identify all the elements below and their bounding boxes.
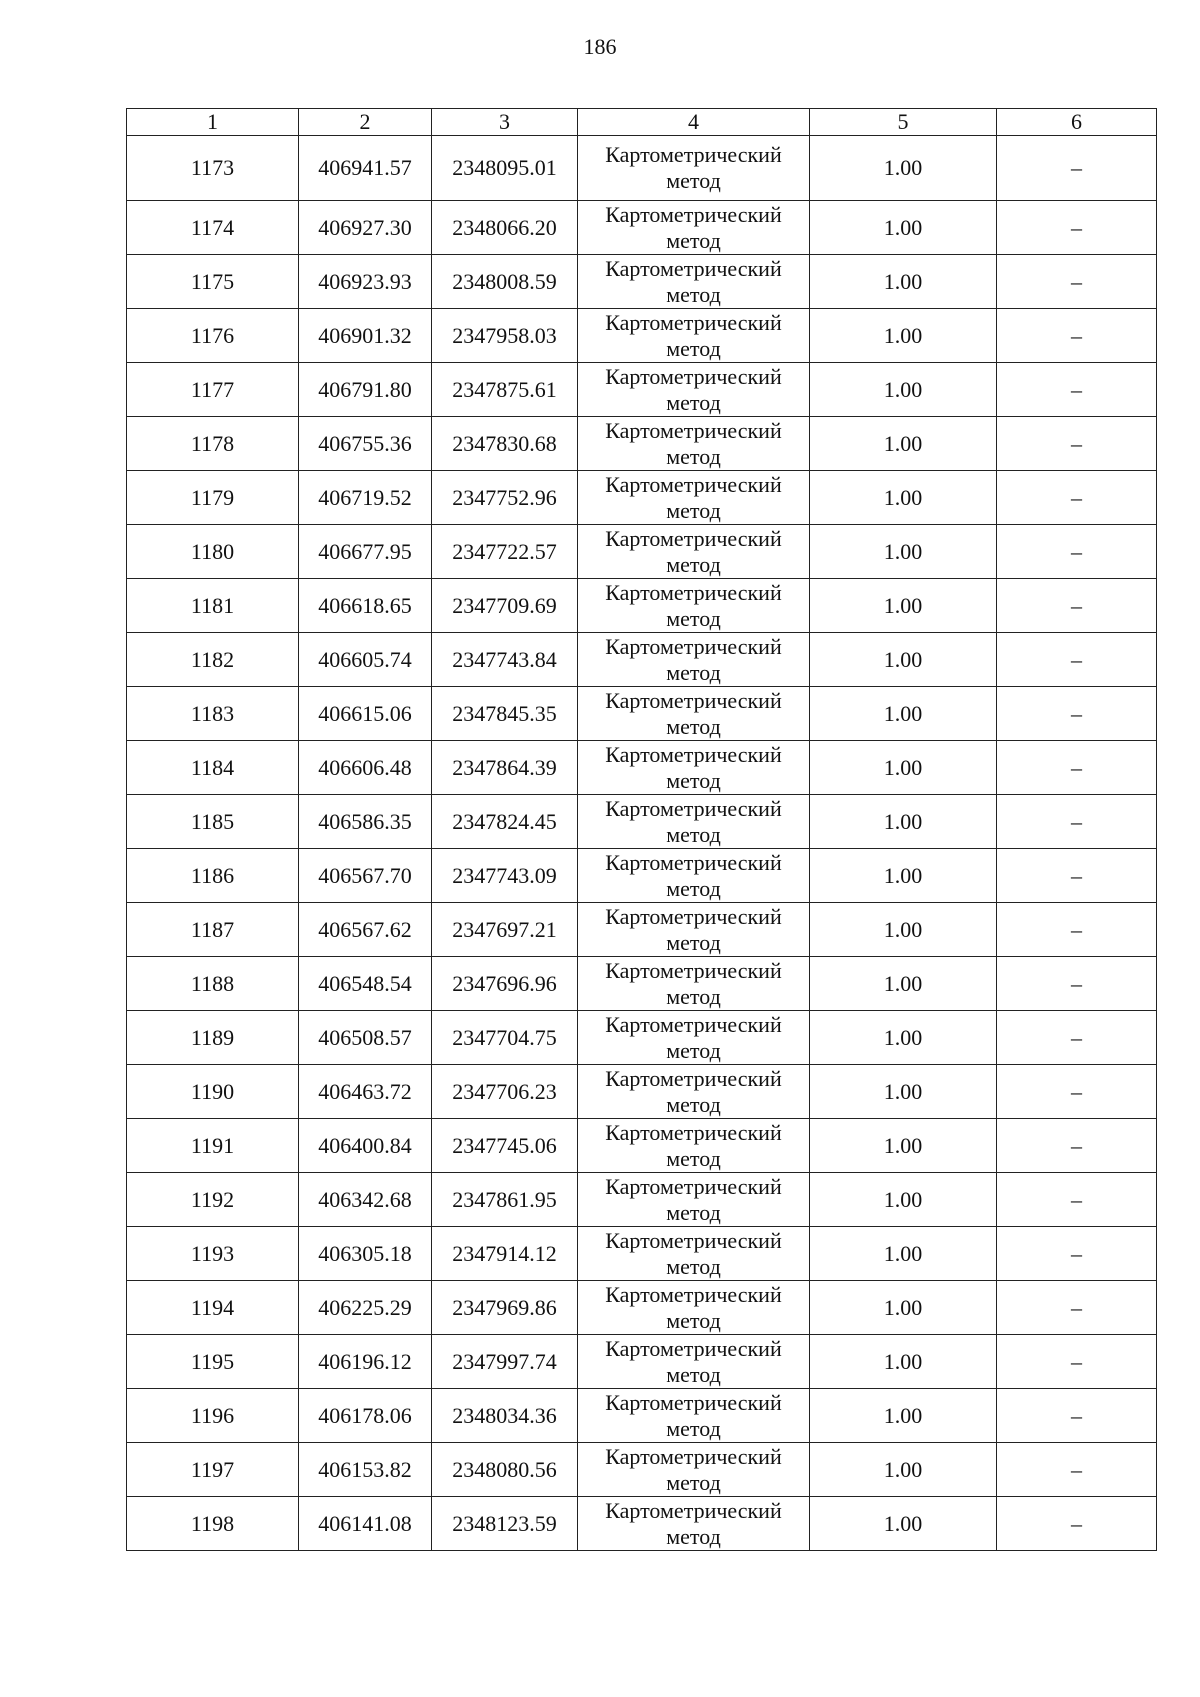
- y-coordinate-cell: 2347722.57: [432, 525, 578, 579]
- x-coordinate-cell: 406508.57: [299, 1011, 432, 1065]
- method-cell: [578, 1443, 810, 1497]
- point-number-cell: 1177: [127, 363, 299, 417]
- point-number-cell: 1196: [127, 1389, 299, 1443]
- point-number-cell: 1183: [127, 687, 299, 741]
- x-coordinate-cell: 406941.57: [299, 136, 432, 201]
- column-header: 6: [997, 109, 1157, 136]
- method-text: Картометрический метод: [605, 201, 782, 253]
- note-cell: –: [997, 255, 1157, 309]
- note-cell: –: [997, 136, 1157, 201]
- note-cell: –: [997, 1443, 1157, 1497]
- column-header: 1: [127, 109, 299, 136]
- x-coordinate-cell: 406901.32: [299, 309, 432, 363]
- method-cell: [578, 849, 810, 903]
- method-cell: [578, 1281, 810, 1335]
- method-text: Картометрический метод: [605, 142, 782, 193]
- y-coordinate-cell: 2347706.23: [432, 1065, 578, 1119]
- table-row: [127, 309, 1157, 363]
- point-number-cell: 1195: [127, 1335, 299, 1389]
- method-cell: [578, 1011, 810, 1065]
- x-coordinate-cell: 406196.12: [299, 1335, 432, 1389]
- x-coordinate-cell: 406567.62: [299, 903, 432, 957]
- accuracy-cell: 1.00: [810, 687, 997, 741]
- y-coordinate-cell: 2347875.61: [432, 363, 578, 417]
- x-coordinate-cell: 406153.82: [299, 1443, 432, 1497]
- point-number-cell: 1175: [127, 255, 299, 309]
- accuracy-cell: 1.00: [810, 363, 997, 417]
- y-coordinate-cell: 2347824.45: [432, 795, 578, 849]
- accuracy-cell: 1.00: [810, 1173, 997, 1227]
- accuracy-cell: 1.00: [810, 1281, 997, 1335]
- accuracy-cell: 1.00: [810, 1443, 997, 1497]
- y-coordinate-cell: 2347704.75: [432, 1011, 578, 1065]
- table-row: [127, 1497, 1157, 1551]
- point-number-cell: 1187: [127, 903, 299, 957]
- note-cell: –: [997, 633, 1157, 687]
- note-cell: –: [997, 1227, 1157, 1281]
- method-cell: [578, 795, 810, 849]
- method-text: Картометрический метод: [605, 1173, 782, 1225]
- note-cell: –: [997, 579, 1157, 633]
- accuracy-cell: 1.00: [810, 957, 997, 1011]
- table-row: [127, 363, 1157, 417]
- x-coordinate-cell: 406586.35: [299, 795, 432, 849]
- point-number-cell: 1193: [127, 1227, 299, 1281]
- y-coordinate-cell: 2347709.69: [432, 579, 578, 633]
- method-cell: [578, 136, 810, 201]
- point-number-cell: 1181: [127, 579, 299, 633]
- method-text: Картометрический метод: [605, 633, 782, 685]
- point-number-cell: 1173: [127, 136, 299, 201]
- note-cell: –: [997, 525, 1157, 579]
- method-text: Картометрический метод: [605, 1281, 782, 1333]
- note-cell: –: [997, 201, 1157, 255]
- accuracy-cell: 1.00: [810, 1011, 997, 1065]
- accuracy-cell: 1.00: [810, 849, 997, 903]
- method-cell: [578, 201, 810, 255]
- y-coordinate-cell: 2347969.86: [432, 1281, 578, 1335]
- point-number-cell: 1194: [127, 1281, 299, 1335]
- point-number-cell: 1178: [127, 417, 299, 471]
- x-coordinate-cell: 406342.68: [299, 1173, 432, 1227]
- note-cell: –: [997, 1173, 1157, 1227]
- note-cell: –: [997, 1011, 1157, 1065]
- note-cell: –: [997, 1497, 1157, 1551]
- table-row: [127, 136, 1157, 201]
- table-row: [127, 417, 1157, 471]
- accuracy-cell: 1.00: [810, 471, 997, 525]
- accuracy-cell: 1.00: [810, 795, 997, 849]
- table-row: [127, 741, 1157, 795]
- table-row: [127, 849, 1157, 903]
- y-coordinate-cell: 2347864.39: [432, 741, 578, 795]
- note-cell: –: [997, 363, 1157, 417]
- method-text: Картометрический метод: [605, 795, 782, 847]
- note-cell: –: [997, 957, 1157, 1011]
- x-coordinate-cell: 406463.72: [299, 1065, 432, 1119]
- method-text: Картометрический метод: [605, 417, 782, 469]
- accuracy-cell: 1.00: [810, 903, 997, 957]
- method-text: Картометрический метод: [605, 309, 782, 361]
- method-cell: [578, 903, 810, 957]
- accuracy-cell: 1.00: [810, 525, 997, 579]
- method-cell: [578, 1335, 810, 1389]
- y-coordinate-cell: 2347914.12: [432, 1227, 578, 1281]
- method-cell: [578, 1227, 810, 1281]
- method-cell: [578, 579, 810, 633]
- method-cell: [578, 741, 810, 795]
- accuracy-cell: 1.00: [810, 201, 997, 255]
- method-cell: [578, 309, 810, 363]
- method-cell: [578, 525, 810, 579]
- table-row: [127, 957, 1157, 1011]
- x-coordinate-cell: 406618.65: [299, 579, 432, 633]
- y-coordinate-cell: 2348095.01: [432, 136, 578, 201]
- method-cell: [578, 957, 810, 1011]
- x-coordinate-cell: 406791.80: [299, 363, 432, 417]
- table-row: [127, 903, 1157, 957]
- x-coordinate-cell: 406400.84: [299, 1119, 432, 1173]
- point-number-cell: 1184: [127, 741, 299, 795]
- y-coordinate-cell: 2347743.84: [432, 633, 578, 687]
- table-row: [127, 1065, 1157, 1119]
- method-cell: [578, 1497, 810, 1551]
- accuracy-cell: 1.00: [810, 1227, 997, 1281]
- note-cell: –: [997, 1065, 1157, 1119]
- accuracy-cell: 1.00: [810, 1497, 997, 1551]
- accuracy-cell: 1.00: [810, 741, 997, 795]
- method-text: Картометрический метод: [605, 741, 782, 793]
- coordinates-table: [126, 108, 1157, 1551]
- table-row: [127, 579, 1157, 633]
- method-cell: [578, 687, 810, 741]
- method-text: Картометрический метод: [605, 687, 782, 739]
- column-header: 5: [810, 109, 997, 136]
- page-number: 186: [583, 34, 617, 59]
- method-text: Картометрический метод: [605, 849, 782, 901]
- method-text: Картометрический метод: [605, 1443, 782, 1495]
- note-cell: –: [997, 417, 1157, 471]
- table-row: [127, 1011, 1157, 1065]
- note-cell: –: [997, 1335, 1157, 1389]
- y-coordinate-cell: 2347997.74: [432, 1335, 578, 1389]
- table-header-row: [127, 109, 1157, 136]
- y-coordinate-cell: 2347861.95: [432, 1173, 578, 1227]
- note-cell: –: [997, 309, 1157, 363]
- accuracy-cell: 1.00: [810, 1065, 997, 1119]
- method-cell: [578, 417, 810, 471]
- accuracy-cell: 1.00: [810, 417, 997, 471]
- x-coordinate-cell: 406225.29: [299, 1281, 432, 1335]
- y-coordinate-cell: 2348034.36: [432, 1389, 578, 1443]
- table-row: [127, 633, 1157, 687]
- method-cell: [578, 633, 810, 687]
- method-cell: [578, 1065, 810, 1119]
- x-coordinate-cell: 406548.54: [299, 957, 432, 1011]
- accuracy-cell: 1.00: [810, 633, 997, 687]
- note-cell: –: [997, 471, 1157, 525]
- table-row: [127, 1443, 1157, 1497]
- method-text: Картометрический метод: [605, 1335, 782, 1387]
- table-row: [127, 201, 1157, 255]
- table-row: [127, 1389, 1157, 1443]
- table-body: [127, 136, 1157, 1551]
- x-coordinate-cell: 406615.06: [299, 687, 432, 741]
- accuracy-cell: 1.00: [810, 255, 997, 309]
- y-coordinate-cell: 2348008.59: [432, 255, 578, 309]
- method-text: Картометрический метод: [605, 579, 782, 631]
- method-cell: [578, 363, 810, 417]
- accuracy-cell: 1.00: [810, 309, 997, 363]
- table-row: [127, 1227, 1157, 1281]
- y-coordinate-cell: 2348080.56: [432, 1443, 578, 1497]
- method-cell: [578, 1119, 810, 1173]
- table-row: [127, 471, 1157, 525]
- y-coordinate-cell: 2347743.09: [432, 849, 578, 903]
- method-text: Картометрический метод: [605, 1227, 782, 1279]
- accuracy-cell: 1.00: [810, 579, 997, 633]
- column-header: 3: [432, 109, 578, 136]
- table-row: [127, 687, 1157, 741]
- accuracy-cell: 1.00: [810, 1335, 997, 1389]
- x-coordinate-cell: 406605.74: [299, 633, 432, 687]
- table-row: [127, 1119, 1157, 1173]
- column-header: 4: [578, 109, 810, 136]
- x-coordinate-cell: 406141.08: [299, 1497, 432, 1551]
- y-coordinate-cell: 2347958.03: [432, 309, 578, 363]
- method-text: Картометрический метод: [605, 525, 782, 577]
- x-coordinate-cell: 406305.18: [299, 1227, 432, 1281]
- x-coordinate-cell: 406923.93: [299, 255, 432, 309]
- y-coordinate-cell: 2348066.20: [432, 201, 578, 255]
- table-row: [127, 525, 1157, 579]
- method-cell: [578, 255, 810, 309]
- method-text: Картометрический метод: [605, 1119, 782, 1171]
- method-text: Картометрический метод: [605, 1389, 782, 1441]
- table-row: [127, 1281, 1157, 1335]
- x-coordinate-cell: 406606.48: [299, 741, 432, 795]
- note-cell: –: [997, 1281, 1157, 1335]
- y-coordinate-cell: 2347752.96: [432, 471, 578, 525]
- method-cell: [578, 471, 810, 525]
- table-row: [127, 795, 1157, 849]
- accuracy-cell: 1.00: [810, 1389, 997, 1443]
- point-number-cell: 1197: [127, 1443, 299, 1497]
- point-number-cell: 1192: [127, 1173, 299, 1227]
- y-coordinate-cell: 2347830.68: [432, 417, 578, 471]
- point-number-cell: 1185: [127, 795, 299, 849]
- table-row: [127, 1335, 1157, 1389]
- x-coordinate-cell: 406927.30: [299, 201, 432, 255]
- point-number-cell: 1198: [127, 1497, 299, 1551]
- accuracy-cell: 1.00: [810, 1119, 997, 1173]
- point-number-cell: 1189: [127, 1011, 299, 1065]
- x-coordinate-cell: 406677.95: [299, 525, 432, 579]
- method-text: Картометрический метод: [605, 471, 782, 523]
- point-number-cell: 1186: [127, 849, 299, 903]
- note-cell: –: [997, 849, 1157, 903]
- point-number-cell: 1191: [127, 1119, 299, 1173]
- method-text: Картометрический метод: [605, 957, 782, 1009]
- y-coordinate-cell: 2347697.21: [432, 903, 578, 957]
- note-cell: –: [997, 795, 1157, 849]
- x-coordinate-cell: 406567.70: [299, 849, 432, 903]
- x-coordinate-cell: 406178.06: [299, 1389, 432, 1443]
- method-text: Картометрический метод: [605, 1497, 782, 1549]
- note-cell: –: [997, 1389, 1157, 1443]
- point-number-cell: 1182: [127, 633, 299, 687]
- method-text: Картометрический метод: [605, 903, 782, 955]
- note-cell: –: [997, 1119, 1157, 1173]
- method-text: Картометрический метод: [605, 1065, 782, 1117]
- point-number-cell: 1188: [127, 957, 299, 1011]
- x-coordinate-cell: 406755.36: [299, 417, 432, 471]
- method-text: Картометрический метод: [605, 363, 782, 415]
- table-row: [127, 255, 1157, 309]
- method-text: Картометрический метод: [605, 255, 782, 307]
- x-coordinate-cell: 406719.52: [299, 471, 432, 525]
- point-number-cell: 1190: [127, 1065, 299, 1119]
- y-coordinate-cell: 2347745.06: [432, 1119, 578, 1173]
- note-cell: –: [997, 687, 1157, 741]
- note-cell: –: [997, 903, 1157, 957]
- method-text: Картометрический метод: [605, 1011, 782, 1063]
- y-coordinate-cell: 2347696.96: [432, 957, 578, 1011]
- point-number-cell: 1176: [127, 309, 299, 363]
- method-cell: [578, 1173, 810, 1227]
- point-number-cell: 1179: [127, 471, 299, 525]
- y-coordinate-cell: 2348123.59: [432, 1497, 578, 1551]
- note-cell: –: [997, 741, 1157, 795]
- column-header: 2: [299, 109, 432, 136]
- y-coordinate-cell: 2347845.35: [432, 687, 578, 741]
- point-number-cell: 1174: [127, 201, 299, 255]
- point-number-cell: 1180: [127, 525, 299, 579]
- table-row: [127, 1173, 1157, 1227]
- accuracy-cell: 1.00: [810, 136, 997, 201]
- method-cell: [578, 1389, 810, 1443]
